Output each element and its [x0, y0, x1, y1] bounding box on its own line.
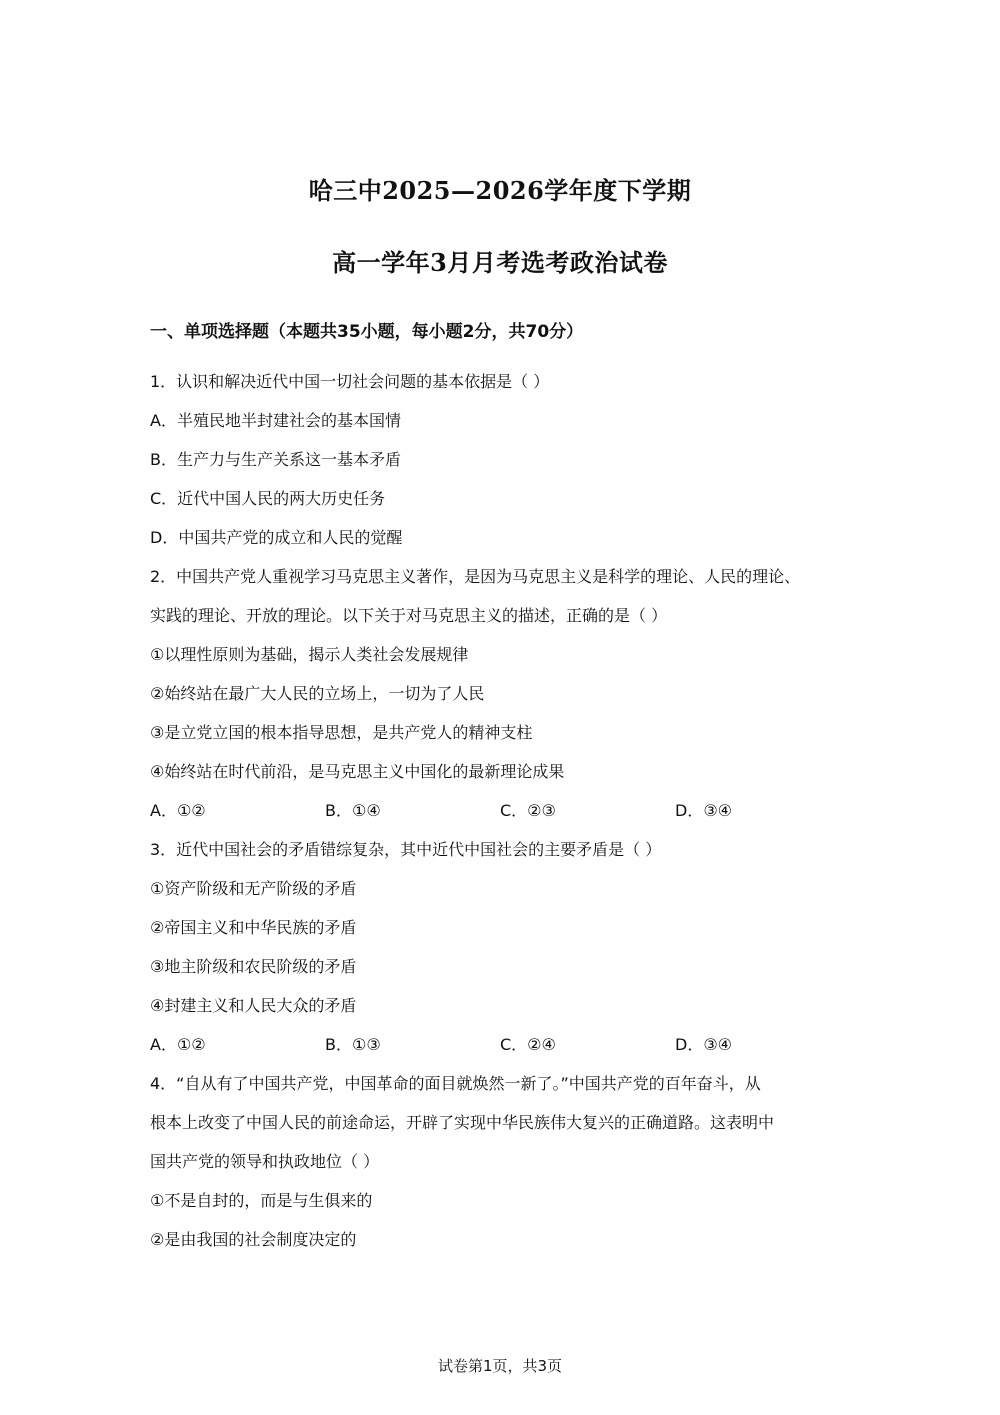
question-stem: 实践的理论、开放的理论。以下关于对马克思主义的描述，正确的是（ ） — [150, 606, 668, 625]
section-heading: 一、单项选择题（本题共35小题，每小题2分，共70分） — [150, 322, 584, 342]
choice-c: C．②③ — [500, 801, 556, 820]
statement-3: ③是立党立国的根本指导思想，是共产党人的精神支柱 — [150, 723, 533, 742]
question-stem: 4．“自从有了中国共产党，中国革命的面目就焕然一新了。”中国共产党的百年奋斗，从 — [150, 1074, 761, 1093]
statement-1: ①资产阶级和无产阶级的矛盾 — [150, 879, 357, 898]
choice-b: B．①④ — [325, 801, 381, 820]
page-title: 哈三中2025—2026学年度下学期 — [308, 176, 692, 205]
statement-2: ②帝国主义和中华民族的矛盾 — [150, 918, 357, 937]
option-a: A．半殖民地半封建社会的基本国情 — [150, 411, 401, 430]
choice-a: A．①② — [150, 1035, 206, 1054]
choice-c: C．②④ — [500, 1035, 556, 1054]
option-b: B．生产力与生产关系这一基本矛盾 — [150, 450, 401, 469]
choice-row — [150, 1031, 860, 1070]
statement-2: ②始终站在最广大人民的立场上，一切为了人民 — [150, 684, 485, 703]
option-d: D．中国共产党的成立和人民的觉醒 — [150, 528, 403, 547]
statement-1: ①不是自封的，而是与生俱来的 — [150, 1191, 373, 1210]
question-stem: 1．认识和解决近代中国一切社会问题的基本依据是（ ） — [150, 372, 550, 391]
choice-b: B．①③ — [325, 1035, 381, 1054]
question-list — [150, 368, 860, 1265]
statement-2: ②是由我国的社会制度决定的 — [150, 1230, 357, 1249]
question-stem: 2．中国共产党人重视学习马克思主义著作，是因为马克思主义是科学的理论、人民的理论、 — [150, 567, 801, 586]
question-stem: 国共产党的领导和执政地位（ ） — [150, 1152, 380, 1171]
choice-d: D．③④ — [675, 1035, 733, 1054]
page-number: 试卷第1页，共3页 — [437, 1357, 563, 1375]
statement-4: ④始终站在时代前沿，是马克思主义中国化的最新理论成果 — [150, 762, 565, 781]
page-subtitle: 高一学年3月月考选考政治试卷 — [332, 248, 668, 277]
question-stem: 3．近代中国社会的矛盾错综复杂，其中近代中国社会的主要矛盾是（ ） — [150, 840, 662, 859]
option-c: C．近代中国人民的两大历史任务 — [150, 489, 386, 508]
choice-row — [150, 797, 860, 836]
statement-4: ④封建主义和人民大众的矛盾 — [150, 996, 357, 1015]
statement-3: ③地主阶级和农民阶级的矛盾 — [150, 957, 357, 976]
choice-d: D．③④ — [675, 801, 733, 820]
statement-1: ①以理性原则为基础，揭示人类社会发展规律 — [150, 645, 469, 664]
question-stem: 根本上改变了中国人民的前途命运，开辟了实现中华民族伟大复兴的正确道路。这表明中 — [150, 1113, 775, 1132]
choice-a: A．①② — [150, 801, 206, 820]
